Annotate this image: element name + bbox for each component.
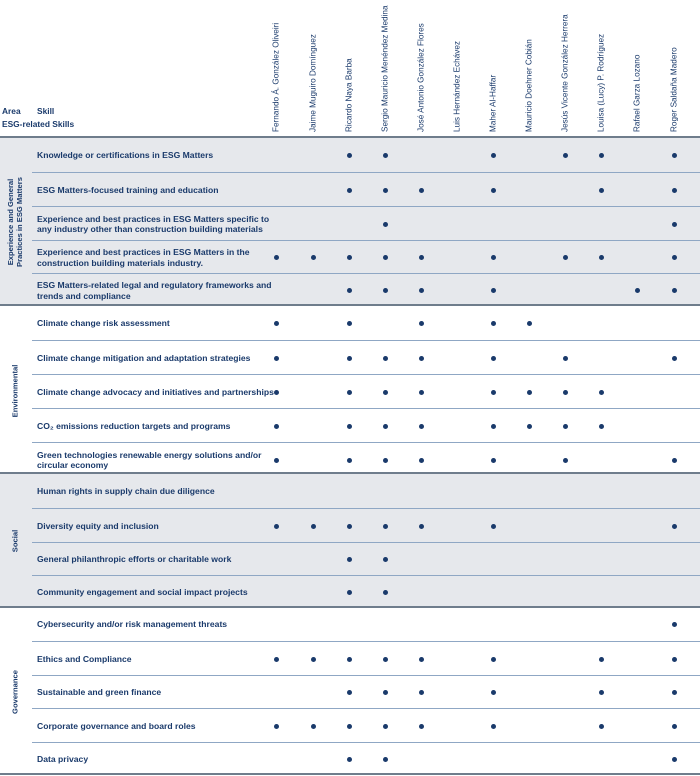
skill-mark-dot [599,724,604,729]
skill-mark-dot [563,424,568,429]
section-label [0,138,30,306]
skill-label [37,241,277,274]
skill-mark-dot [599,255,604,260]
member-column-header [630,4,644,132]
skill-text: Knowledge or certifications in ESG Matters [37,149,214,160]
skill-mark-dot [491,153,496,158]
skill-mark-dot [383,590,388,595]
skill-mark-dot [672,622,677,627]
skill-mark-dot [672,757,677,762]
skill-mark-dot [347,557,352,562]
skill-label [37,173,277,207]
skill-mark-dot [491,424,496,429]
member-name: Fernando Á. González Oliveiri [271,22,281,132]
skill-row [32,742,700,776]
skill-text: Sustainable and green finance [37,687,162,698]
skill-row [32,575,700,609]
skill-mark-dot [672,356,677,361]
skill-mark-dot [347,288,352,293]
skill-mark-dot [347,458,352,463]
skill-text: Experience and best practices in ESG Matters in the construction building materials industry. [37,247,250,268]
skill-mark-dot [383,690,388,695]
skill-label [37,576,277,609]
skill-label [37,642,277,676]
member-name: Ricardo Naya Barba [344,58,354,132]
skill-mark-dot [491,690,496,695]
skill-text: ESG Matters-focused training and education [37,184,219,195]
member-name: José Antonio González Flores [416,23,426,132]
skill-text: Corporate governance and board roles [37,720,196,731]
member-column-header [486,4,500,132]
skill-mark-dot [672,153,677,158]
skill-mark-dot [419,390,424,395]
skill-row [32,641,700,676]
skill-mark-dot [563,356,568,361]
skill-mark-dot [347,657,352,662]
skill-mark-dot [599,153,604,158]
section-label-line: Social [10,529,20,553]
matrix-subtitle: ESG-related Skills [2,119,75,129]
skill-text: CO₂ emissions reduction targets and programs [37,420,231,431]
skill-text: ESG Matters-related legal and regulatory frameworks and trends and compliance [37,280,272,301]
skill-mark-dot [491,524,496,529]
skill-row [32,542,700,576]
section-label-line: Environmental [10,364,20,418]
skill-row [32,675,700,709]
skill-label [37,138,277,172]
skill-row [32,240,700,274]
skill-text: Community engagement and social impact projects [37,587,248,598]
skill-label [37,608,277,641]
skill-mark-dot [419,356,424,361]
skill-mark-dot [491,724,496,729]
skill-label [37,709,277,743]
skill-mark-dot [672,657,677,662]
skill-mark-dot [274,424,279,429]
member-name: Mauricio Doehner Cobián [524,39,534,132]
skill-mark-dot [383,424,388,429]
skill-mark-dot [491,188,496,193]
section-label [0,608,30,775]
skill-mark-dot [347,153,352,158]
skill-mark-dot [527,321,532,326]
skill-mark-dot [347,757,352,762]
skill-text: Green technologies renewable energy solutions and/or circular economy [37,449,262,470]
skill-mark-dot [491,321,496,326]
skill-mark-dot [347,321,352,326]
skill-label [37,207,277,241]
skill-mark-dot [383,255,388,260]
section-label-line: Practices in ESG Matters [15,177,24,267]
skill-label [37,743,277,776]
skill-row [32,138,700,172]
skill-mark-dot [347,724,352,729]
skill-mark-dot [419,724,424,729]
skill-label [37,474,277,508]
skill-row [32,172,700,207]
skill-mark-dot [419,690,424,695]
skill-mark-dot [419,188,424,193]
skill-mark-dot [383,657,388,662]
skill-mark-dot [347,424,352,429]
skill-mark-dot [672,288,677,293]
skill-mark-dot [383,557,388,562]
skill-mark-dot [672,255,677,260]
skill-mark-dot [347,188,352,193]
section-0 [0,136,700,306]
skill-mark-dot [383,757,388,762]
skill-mark-dot [383,153,388,158]
skill-mark-dot [419,321,424,326]
skill-mark-dot [274,321,279,326]
section-2 [0,472,700,608]
skill-mark-dot [491,255,496,260]
member-name: Sergio Mauricio Menéndez Medina [380,5,390,132]
skill-mark-dot [347,690,352,695]
skill-mark-dot [274,458,279,463]
member-column-header [522,4,536,132]
member-column-header [342,4,356,132]
bottom-rule [0,773,700,775]
skill-mark-dot [419,657,424,662]
skill-mark-dot [672,690,677,695]
skill-mark-dot [672,524,677,529]
skill-column-header: Skill [37,106,55,116]
skill-text: Ethics and Compliance [37,653,132,664]
skill-label [37,676,277,709]
skill-mark-dot [672,222,677,227]
skill-label [37,274,277,307]
skill-row [32,508,700,543]
skill-mark-dot [599,188,604,193]
skill-text: Climate change risk assessment [37,317,170,328]
skill-label [37,341,277,375]
skill-text: General philanthropic efforts or charitable work [37,554,232,565]
skill-mark-dot [383,188,388,193]
member-name: Rafael Garza Lozano [632,54,642,132]
skill-mark-dot [311,255,316,260]
skill-mark-dot [419,524,424,529]
skill-mark-dot [347,255,352,260]
skill-row [32,374,700,409]
skill-row [32,408,700,443]
skill-mark-dot [491,390,496,395]
skill-label [37,509,277,543]
skill-mark-dot [599,390,604,395]
skill-mark-dot [274,724,279,729]
skill-row [32,306,700,340]
skill-label [37,306,277,340]
skill-row [32,474,700,508]
skill-mark-dot [383,356,388,361]
skill-row [32,206,700,241]
skill-row [32,273,700,307]
skill-mark-dot [383,458,388,463]
skill-mark-dot [635,288,640,293]
skill-row [32,708,700,743]
skill-mark-dot [599,657,604,662]
member-column-header [414,4,428,132]
section-label [0,474,30,608]
skill-text: Cybersecurity and/or risk management threats [37,619,228,630]
member-column-header [558,4,572,132]
member-name: Jaime Muguiro Domínguez [308,34,318,132]
member-column-header [306,4,320,132]
member-name: Louisa (Lucy) P. Rodríguez [596,33,606,132]
skill-text: Human rights in supply chain due diligence [37,485,215,496]
skill-mark-dot [383,222,388,227]
skill-mark-dot [491,288,496,293]
skill-mark-dot [563,458,568,463]
skill-mark-dot [599,424,604,429]
skill-mark-dot [563,255,568,260]
skill-mark-dot [347,590,352,595]
skill-mark-dot [419,288,424,293]
member-column-header [450,4,464,132]
skill-mark-dot [274,657,279,662]
skill-label [37,375,277,409]
skill-mark-dot [563,153,568,158]
member-column-header [667,4,681,132]
member-name: Maher Al-Haffar [488,74,498,132]
skill-text: Data privacy [37,754,89,765]
skill-mark-dot [347,524,352,529]
skill-mark-dot [311,524,316,529]
skill-mark-dot [419,255,424,260]
skill-mark-dot [383,390,388,395]
skill-mark-dot [383,524,388,529]
skill-mark-dot [527,424,532,429]
member-name: Jesús Vicente González Herrera [560,14,570,132]
section-3 [0,606,700,775]
skill-mark-dot [672,724,677,729]
skill-text: Climate change advocacy and initiatives and partnerships [37,386,274,397]
skill-mark-dot [672,458,677,463]
skill-mark-dot [383,724,388,729]
skill-mark-dot [274,524,279,529]
member-name: Luis Hernández Echávez [452,40,462,132]
skill-mark-dot [599,690,604,695]
skill-text: Diversity equity and inclusion [37,520,159,531]
skill-row [32,608,700,641]
skill-mark-dot [491,657,496,662]
matrix-header [0,0,700,136]
skill-text: Experience and best practices in ESG Matters specific to any industry other than construction building materials [37,213,270,234]
skill-mark-dot [527,390,532,395]
skill-mark-dot [311,657,316,662]
section-label [0,306,30,476]
skill-mark-dot [274,255,279,260]
skill-label [37,409,277,443]
member-column-header [378,4,392,132]
skill-mark-dot [311,724,316,729]
skill-mark-dot [419,458,424,463]
skill-label [37,543,277,576]
skill-mark-dot [347,390,352,395]
skill-mark-dot [274,356,279,361]
skill-mark-dot [347,356,352,361]
skill-mark-dot [274,390,279,395]
skill-mark-dot [672,188,677,193]
skill-mark-dot [563,390,568,395]
area-column-header: Area [2,106,21,116]
member-column-header [269,4,283,132]
skill-mark-dot [491,458,496,463]
member-name: Roger Saldaña Madero [669,47,679,132]
member-column-header [594,4,608,132]
skill-row [32,340,700,375]
skill-text: Climate change mitigation and adaptation strategies [37,352,251,363]
skill-mark-dot [383,288,388,293]
section-label-line: Governance [10,669,20,714]
skill-mark-dot [491,356,496,361]
skill-mark-dot [419,424,424,429]
section-1 [0,304,700,476]
section-label-line: Experience and General [6,178,15,266]
